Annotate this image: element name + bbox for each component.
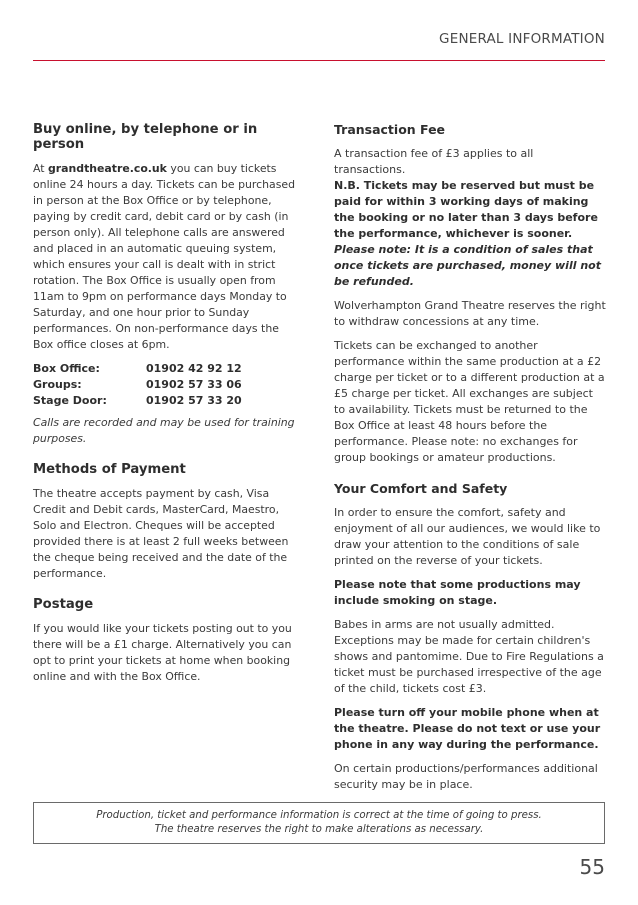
contact-number: 01902 57 33 20 (146, 394, 242, 407)
concessions-text: Wolverhampton Grand Theatre reserves the right to withdraw concessions at any time. (334, 299, 606, 328)
contact-table (33, 361, 242, 409)
buy-paragraph-prefix: At (33, 162, 48, 175)
contact-number: 01902 42 92 12 (146, 362, 242, 375)
smoking-note: Please note that some productions may include smoking on stage. (334, 578, 581, 607)
buy-paragraph-rest: you can buy tickets online 24 hours a day. Tickets can be purchased in person at the Box Office or by telephone, paying by credit card, debit card or by cash (in person only). All telephone calls are answered and placed in an automatic queuing system, which ensures your call is dealt with in strict rotation. The Box Office is usually open from 11am to 9pm on performance days Monday to Saturday, and one hour prior to Sunday performances. On non-performance days the Box office closes at 6pm. (33, 162, 295, 351)
contact-label: Box Office: (33, 362, 100, 375)
contact-label: Stage Door: (33, 394, 107, 407)
fee-refund-note: Please note: It is a condition of sales that once tickets are purchased, money will not be refunded. (334, 243, 601, 288)
babes-text: Babes in arms are not usually admitted. Exceptions may be made for certain children's shows and pantomime. Due to Fire Regulations a ticket must be purchased irrespective of the age of the child, tickets cost £3. (334, 618, 604, 695)
payment-heading: Methods of Payment (33, 462, 186, 477)
contact-label: Groups: (33, 378, 82, 391)
page-header (33, 28, 605, 61)
fee-line: A transaction fee of £3 applies to all transactions. (334, 147, 534, 176)
section-title: GENERAL INFORMATION (439, 31, 605, 47)
postage-text: If you would like your tickets posting out to you there will be a £1 charge. Alternatively you can opt to print your tickets at home when booking online and with the Box Office. (33, 622, 292, 683)
comfort-heading: Your Comfort and Safety (334, 481, 508, 496)
payment-text: The theatre accepts payment by cash, Visa Credit and Debit cards, MasterCard, Maestro, Solo and Electron. Cheques will be accepted provided there is at least 2 full weeks between the cheque being received and the date of the performance. (33, 487, 289, 580)
disclaimer-box (33, 802, 605, 844)
fee-paragraph (334, 146, 606, 290)
fee-nb: N.B. Tickets may be reserved but must be paid for within 3 working days of making the booking or no later than 3 days before the performance, whichever is sooner. (334, 179, 598, 240)
contact-row (33, 361, 242, 377)
left-column (33, 122, 300, 693)
phone-note: Please turn off your mobile phone when at the theatre. Please do not text or use your phone in any way during the performance. (334, 706, 601, 751)
buy-paragraph (33, 161, 300, 353)
website-link[interactable]: grandtheatre.co.uk (48, 162, 167, 175)
calls-note: Calls are recorded and may be used for training purposes. (33, 416, 295, 445)
contact-row (33, 393, 242, 409)
exchange-text: Tickets can be exchanged to another performance within the same production at a £2 charge per ticket or to a different production at a £5 charge per ticket. All exchanges are subject to availability. Tickets must be returned to the Box Office at least 48 hours before the performance. Please note: no exchanges for group bookings or amateur productions. (334, 339, 605, 464)
buy-heading: Buy online, by telephone or in person (33, 122, 258, 152)
disclaimer-line: The theatre reserves the right to make alterations as necessary. (154, 823, 484, 835)
security-text: On certain productions/performances additional security may be in place. (334, 762, 598, 791)
contact-row (33, 377, 242, 393)
right-column (334, 122, 606, 801)
postage-heading: Postage (33, 597, 94, 612)
disclaimer-line: Production, ticket and performance information is correct at the time of going to press. (96, 810, 542, 821)
page-number: 55 (579, 855, 605, 879)
comfort-text: In order to ensure the comfort, safety and enjoyment of all our audiences, we would like to draw your attention to the conditions of sale printed on the reverse of your tickets. (334, 506, 601, 567)
contact-number: 01902 57 33 06 (146, 378, 242, 391)
fee-heading: Transaction Fee (334, 122, 446, 137)
